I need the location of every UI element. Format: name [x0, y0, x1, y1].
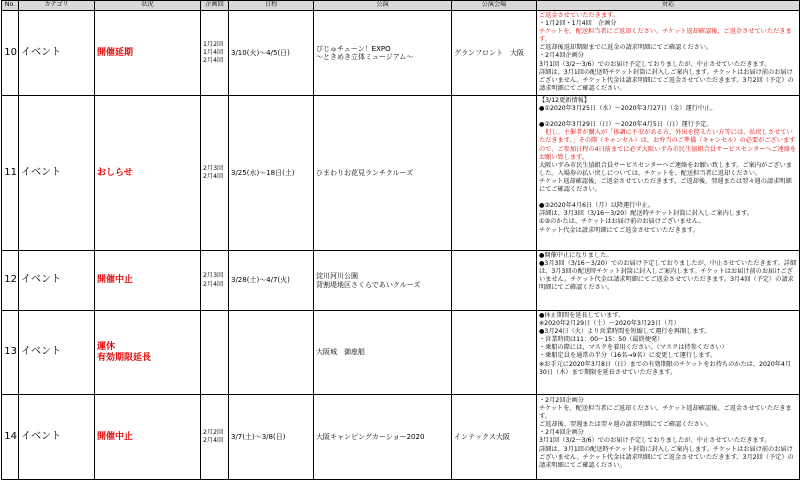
venue-cell: インテックス大阪	[452, 395, 537, 480]
table-row	[2, 11, 800, 96]
detail-line: ●3月3回（3/16～3/20）でのお届け予定しておりましたが、中止させていただきます。詳細は、3月3回の配送時チケット封筒に封入しご案内します。チケットはお届け前のお届けございません。チケット代金は請求明細にてご返金させていただきます。3月4回（予定）の請求明細にてご確認ください。	[539, 260, 797, 292]
status-text: 有効期限延長	[97, 352, 152, 363]
column-header: 公演会場	[452, 1, 537, 11]
category-cell: イベント	[19, 96, 95, 251]
plan-item: 2月4回	[203, 57, 224, 65]
plan-cell	[201, 395, 229, 480]
detail-line: ご返却後返却期限までに返金の請求明細にてご確認ください。	[539, 44, 713, 52]
row-number: 10	[2, 11, 19, 96]
detail-cell	[537, 251, 800, 311]
detail-cell	[537, 96, 800, 251]
detail-line: 【3/12更新情報】	[539, 97, 591, 104]
column-header: 対応	[537, 1, 800, 11]
category-cell: イベント	[19, 395, 95, 480]
show-line: 淀川河川公園	[316, 272, 358, 281]
status-text: おしらせ	[97, 167, 133, 178]
detail-line: 3月1回（3/2～3/6）でのお届け予定しておりましたが、中止させていただきます。	[539, 60, 771, 68]
plan-item: 2月2回	[203, 428, 224, 436]
status-text: 開催中止	[97, 431, 134, 442]
venue-cell: グランフロント 大阪	[452, 11, 537, 96]
detail-line: チケット返却確認後、ご返金させていただきます。ご返却後、翌週または翌々週の請求明細にてご確認ください。	[539, 177, 792, 194]
table-row	[2, 251, 800, 311]
row-number: 12	[2, 251, 19, 311]
detail-line: ●開催中止になりました。	[539, 252, 613, 259]
schedule-cell: 3/7(土)～3/8(日)	[229, 395, 314, 480]
detail-line: ※2020年2月29日（土）～2020年3月23日（月）	[539, 320, 680, 328]
detail-line	[539, 194, 797, 202]
category-cell: イベント	[19, 311, 95, 395]
plan-cell	[201, 311, 229, 395]
status-cell	[95, 11, 201, 96]
row-number: 14	[2, 395, 19, 480]
detail-line: チケットを、配送担当者にご返却ください。チケット返却確認後、ご返金させていただきます。	[539, 405, 792, 421]
show-line: ぴじゅチューン！EXPO	[316, 44, 391, 53]
detail-line: ●③2020年4月6日（月）以降運行中止。	[539, 202, 655, 210]
show-cell	[314, 11, 452, 96]
status-cell	[95, 96, 201, 251]
status-text: 開催延期	[97, 47, 134, 58]
plan-cell	[201, 11, 229, 96]
column-header: 状況	[95, 1, 201, 11]
header-row	[2, 1, 800, 11]
status-cell	[95, 395, 201, 480]
plan-item: 2月3回	[203, 272, 224, 280]
detail-line: ●①2020年3月25日（水）～2020年3月27日（金）運行中止。	[539, 105, 717, 113]
detail-line: チケットを、配送担当者にご返却ください。チケット返却確認後、ご返金させていただきます。	[539, 28, 792, 44]
show-line: 背割堤地区さくらであいクルーズ	[316, 280, 421, 289]
show-line: ひまわりお花見ランチクルーズ	[316, 168, 414, 177]
column-header: カテゴリ	[19, 1, 95, 11]
venue-cell	[452, 96, 537, 251]
plan-item: 2月3回	[203, 164, 224, 172]
status-text: 開催中止	[97, 275, 134, 285]
detail-line: ●休止期間を延長しています。	[539, 312, 625, 319]
detail-line: ・1月2回・1月4回 企画分	[539, 20, 617, 28]
detail-line: ・営業時間は11：00～15：50（最終便発）	[539, 336, 664, 344]
detail-line: ・乗船定員を通常の半分（16名→9名）に変更して運行します。	[539, 352, 717, 360]
plan-cell	[201, 251, 229, 311]
detail-line: 3月1回（3/2～3/6）でのお届け予定しておりましたが、中止させていただきます。	[539, 437, 771, 445]
row-number: 11	[2, 96, 19, 251]
venue-cell	[452, 311, 537, 395]
plan-item: 2月4回	[203, 437, 224, 444]
show-cell	[314, 251, 452, 311]
detail-line: ・乗船の際には、マスクを着用ください。（マスクは持参ください）	[539, 344, 728, 352]
detail-line: 詳細は、3月1回の配送時チケット封筒に封入しご案内します。チケットはお届け前のお届けございません。チケット代金は請求明細にてご返金させていただきます。3月2回（予定）の請求明細にてご確認ください。	[539, 68, 794, 92]
plan-item: 1月2回	[203, 40, 224, 48]
detail-line: 但し、主催者が購入が「体調に不安がある方、外出を控えたい方等には、払戻しさせていただきます。」その際（キャンセル）は、お弁当のご準備（キャンセル）の必要がございますので、ご参加日程の4日前までに必ず大阪いずみ市民生協組合員サービスセンターへご連絡をお願い致します。	[539, 129, 797, 161]
detail-cell	[537, 311, 800, 395]
column-header: 公演	[314, 1, 452, 11]
detail-line: チケット代金は請求明細にてご返金させていただきます。	[539, 226, 699, 234]
column-header: No.	[2, 1, 19, 11]
plan-cell	[201, 96, 229, 251]
detail-cell	[537, 11, 800, 96]
show-cell	[314, 96, 452, 251]
show-cell	[314, 311, 452, 395]
table-row	[2, 96, 800, 251]
show-line: 大阪キャンピングカーショー2020	[316, 432, 425, 441]
detail-line: ・2月2回企画分	[539, 397, 584, 404]
category-cell: イベント	[19, 251, 95, 311]
plan-item: 2月4回	[203, 173, 224, 180]
show-line: ～ときめき立体ミュージアム～	[316, 53, 414, 61]
detail-line: ※お手元に2020年3月8日（日）までの有効期限のチケットをお持ちのかたは、2020年4月30日（木）まで期限を延長させていただきます。	[539, 360, 792, 376]
status-text: 運休	[97, 341, 116, 352]
table-row	[2, 311, 800, 395]
events-table	[1, 0, 800, 480]
schedule-cell	[229, 311, 314, 395]
detail-line: ・2月4回企画分	[539, 429, 584, 437]
schedule-cell: 3/28(土)～4/7(火)	[229, 251, 314, 311]
plan-item: 1月4回	[203, 48, 224, 56]
schedule-cell: 3/10(火)～4/5(日)	[229, 11, 314, 96]
detail-cell	[537, 395, 800, 480]
status-cell	[95, 251, 201, 311]
detail-line: 詳細は、3月1回の配送時チケット封筒に封入しご案内します。チケットはお届け前のお届けございません。チケット代金は請求明細にてご返金させていただきます。3月2回（予定）の請求明細にてご確認ください。	[539, 445, 794, 469]
show-cell	[314, 395, 452, 480]
detail-line: ①③のかたは、チケットはお届け前のお届けございません。	[539, 218, 705, 226]
detail-line: ご返金させていただきます。	[539, 12, 619, 19]
detail-line: 大阪いずみ市民生協組合員サービスセンターへご連絡をお願い致します。ご案内がございました。入場券の払い戻しについては、チケットを、配送担当者に返却ください。	[539, 161, 792, 177]
category-cell: イベント	[19, 11, 95, 96]
row-number: 13	[2, 311, 19, 395]
detail-line: ●②2020年3月29日（日）～2020年4月5日（日）運行予定。	[539, 121, 713, 129]
plan-item: 2月4回	[203, 280, 224, 288]
table-row	[2, 395, 800, 480]
column-header: 企画回	[201, 1, 229, 11]
schedule-cell: 3/25(水)～18日(土)	[229, 96, 314, 251]
detail-line: ・2月4回企画分	[539, 52, 584, 60]
venue-cell	[452, 251, 537, 311]
table-body	[2, 11, 800, 480]
show-line: 大阪城 御座船	[316, 348, 365, 357]
column-header: 日程	[229, 1, 314, 11]
status-cell	[95, 311, 201, 395]
detail-line: ご返却後、翌週または翌々週の請求明細にてご確認ください。	[539, 421, 713, 429]
detail-line: ●3月24日（火）より営業時間を短縮して運行を再開します。	[539, 328, 711, 336]
detail-line: 詳細は、3月3回（3/16～3/20）配送時チケット封筒に封入しご案内します。	[539, 210, 754, 218]
